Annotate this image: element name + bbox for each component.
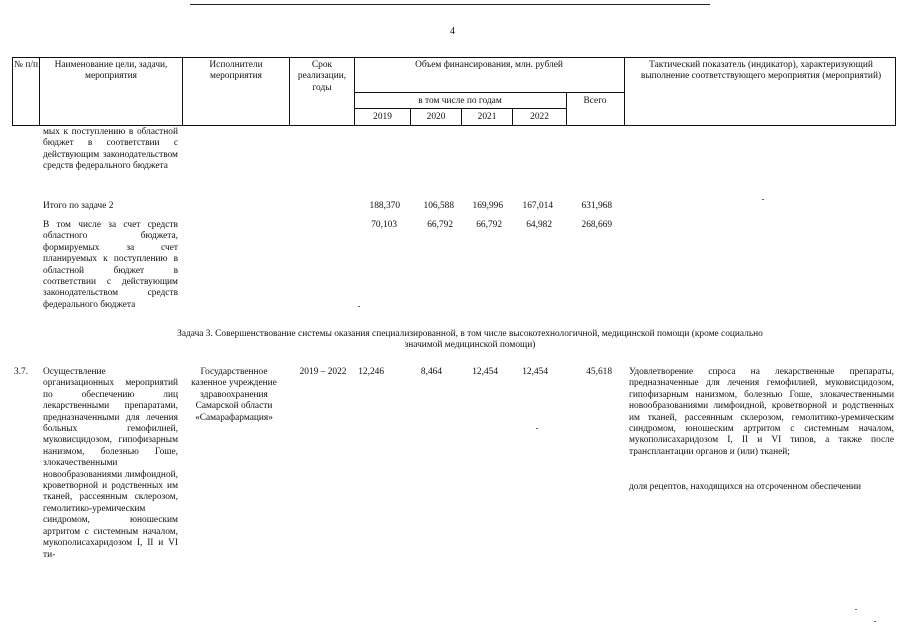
value-2020: 8,464 bbox=[420, 367, 442, 377]
header-year: 2021 bbox=[477, 112, 497, 122]
header-col-term: Срок реализации, годы bbox=[297, 60, 347, 93]
row-name: Осуществление организационных мероприятий по обеспечению лиц лекарственными препаратами, предназначенными для лечения больных гемофилией, муковисцидозом, гипофизарным нанизмом, болезнью Гоше, злокачественными новообразованиями лимфоидной, кроветворной и родственных им тканей, рассеянным склерозом, гемолитико-уремическим синдромом, юношеским артритом с системным началом, мукополисахаридозом I, II и VI ти- bbox=[43, 367, 178, 560]
header-year: 2022 bbox=[530, 112, 549, 122]
row-label: Итого по задаче 2 bbox=[43, 201, 114, 211]
value-total: 268,669 bbox=[581, 220, 612, 230]
value-2022: 12,454 bbox=[522, 367, 548, 377]
row-executor: Государственное казенное учреждение здравоохранения Самарской области «Самарафармация» bbox=[191, 367, 277, 423]
value-2021: 66,792 bbox=[476, 220, 502, 230]
value-2021: 12,454 bbox=[472, 367, 498, 377]
value-2022: 64,982 bbox=[526, 220, 552, 230]
continued-text: мых к поступлению в областной бюджет в соответствии с действующим законодательством средств федерального бюджета bbox=[43, 127, 178, 172]
header-line-years bbox=[354, 92, 624, 93]
header-col-fin: Объем финансирования, млн. рублей bbox=[415, 60, 563, 70]
header-year: 2020 bbox=[426, 112, 446, 122]
header-line-bottom bbox=[12, 125, 896, 126]
scan-speck bbox=[855, 609, 857, 610]
scan-speck bbox=[358, 306, 360, 307]
header-col-num: № п/п bbox=[14, 60, 38, 70]
vline bbox=[410, 108, 411, 126]
value-2021: 169,996 bbox=[472, 201, 503, 211]
value-2022: 167,014 bbox=[522, 201, 553, 211]
header-col-fin-years: в том числе по годам bbox=[418, 96, 502, 106]
vline bbox=[512, 108, 513, 126]
scan-speck bbox=[874, 621, 876, 622]
value-2019: 70,103 bbox=[371, 220, 397, 230]
vline bbox=[39, 57, 40, 126]
value-total: 631,968 bbox=[581, 201, 612, 211]
header-col-total: Всего bbox=[583, 96, 607, 106]
vline bbox=[624, 57, 625, 126]
value-2020: 106,588 bbox=[423, 201, 454, 211]
row-indicator-2: доля рецептов, находящихся на отсроченном обеспечении bbox=[629, 482, 862, 492]
row-label: В том числе за счет средств областного бюджета, формируемых за счет планируемых к поступлению в областной бюджет в соответствии с действующим законодательством средств федерального бюджета bbox=[43, 220, 178, 310]
vline bbox=[12, 57, 13, 126]
row-number: 3.7. bbox=[14, 367, 29, 377]
header-col-indicator: Тактический показатель (индикатор), характеризующий выполнение соответствующего мероприятия (мероприятий) bbox=[640, 60, 882, 82]
header-col-name: Наименование цели, задачи, мероприятия bbox=[54, 60, 168, 82]
task-3-heading: Задача 3. Совершенствование системы оказания специализированной, в том числе высокотехнологичной, медицинской помощи (кроме социально значимой медицинской помощи) bbox=[177, 329, 763, 351]
row-indicator-1: Удовлетворение спроса на лекарственные препараты, предназначенные для лечения гемофилией, муковисцидозом, гипофизарным нанизмом, болезнью Гоше, злокачественными новообразованиями лимфоидной, кроветворной и родственных им тканей, рассеянным склерозом, гемолитико-уремическим синдромом, юношеским артритом с системным началом, мукополисахаридозом I, II и VI типов, а также после трансплантации органов и (или) тканей; bbox=[629, 367, 894, 457]
scan-speck bbox=[536, 428, 538, 429]
vline bbox=[566, 92, 567, 126]
header-year: 2019 bbox=[373, 112, 392, 122]
value-2019: 188,370 bbox=[369, 201, 400, 211]
value-2019: 12,246 bbox=[358, 367, 384, 377]
page-number: 4 bbox=[450, 26, 455, 37]
row-term: 2019 – 2022 bbox=[299, 367, 347, 377]
vline bbox=[461, 108, 462, 126]
vline bbox=[182, 57, 183, 126]
vline bbox=[354, 57, 355, 126]
vline bbox=[895, 57, 896, 126]
value-total: 45,618 bbox=[586, 367, 612, 377]
header-line-yearnums bbox=[354, 108, 566, 109]
header-col-exec: Исполнители мероприятия bbox=[209, 60, 263, 82]
header-line-top bbox=[12, 57, 896, 58]
scan-speck bbox=[762, 199, 764, 200]
vline bbox=[289, 57, 290, 126]
top-rule bbox=[190, 4, 710, 5]
value-2020: 66,792 bbox=[427, 220, 453, 230]
